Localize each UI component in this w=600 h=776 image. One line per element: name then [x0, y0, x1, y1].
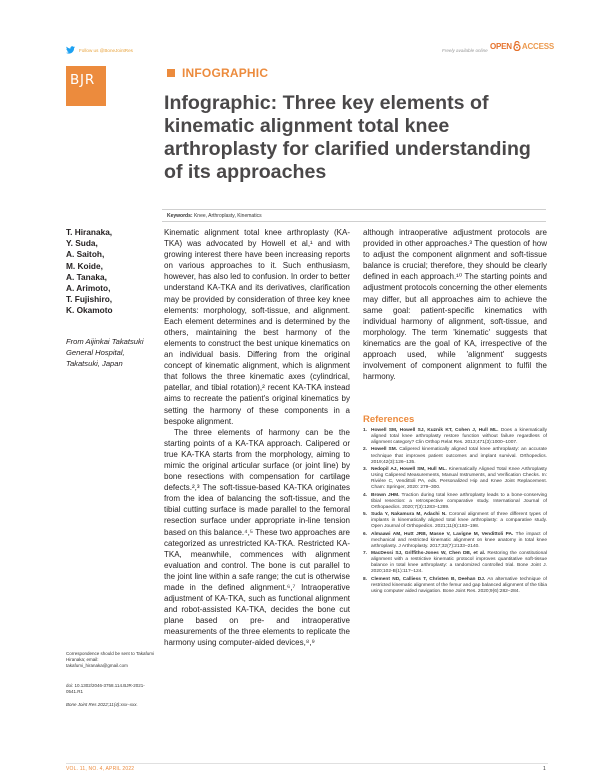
author: T. Hiranaka, — [66, 227, 113, 237]
keywords — [167, 213, 262, 219]
reference-item — [363, 532, 547, 550]
reference-number: 8. — [363, 576, 368, 582]
references-list — [363, 428, 547, 596]
twitter-handle[interactable]: Follow us @BoneJointRes — [79, 47, 133, 53]
reference-item — [363, 512, 547, 530]
reference-number: 6. — [363, 531, 368, 537]
journal-logo — [66, 66, 106, 106]
footer-issue: VOL. 11, NO. 4, APRIL 2022 — [66, 766, 135, 772]
body-column-1 — [164, 227, 350, 649]
reference-item — [363, 447, 547, 465]
reference-authors: Howell SM. — [371, 447, 398, 453]
section-label-text: INFOGRAPHIC — [182, 66, 269, 80]
open-access-text-1: OPEN — [490, 41, 512, 51]
reference-authors: Howell SM, Howell SJ, Kuznik KT, Cohen J, Hull ML. — [371, 428, 499, 433]
author: A. Tanaka, — [66, 271, 107, 282]
references-heading: References — [363, 414, 415, 425]
reference-authors: Clement ND, Calliess T, Christen B, Deehan DJ. — [371, 576, 486, 582]
open-access-text-2: ACCESS — [521, 41, 555, 51]
reference-number: 1. — [363, 428, 368, 433]
reference-text: Coronal alignment of three different types of implants in kinematically aligned total knee arthroplasty: a comparative study. Open Journal of Orthopedics. 2021;11(6):183–198. — [371, 512, 547, 530]
twitter-bird-icon — [66, 46, 75, 54]
article-title: Infographic: Three key elements of kinematic alignment total knee arthroplasty for clarified understanding of its approaches — [164, 92, 531, 183]
keywords-text: Knee, Arthroplasty, Kinematics — [193, 213, 262, 219]
keywords-divider-top — [162, 209, 546, 210]
reference-authors: Suda Y, Nakamura M, Adachi N. — [371, 512, 447, 518]
reference-text: Traction during total knee arthroplasty leads to a bone-conserving tibial resection: a retrospective comparative study. International Journal of Orthopaedics. 2020;7(3):1283–1289. — [371, 492, 548, 510]
journal-logo-text: BJR — [70, 72, 96, 88]
reference-text: Restoring the constitutional alignment with a restrictive kinematic protocol improves quantitative soft-tissue balance in total knee arthroplasty: a randomized controlled trial. Bone Joint J. 2020;102-B(1):117–124. — [371, 550, 547, 575]
author: Y. Suda, — [66, 238, 98, 249]
body-paragraph: The three elements of harmony can be the starting points of a KA-TKA approach. Calipered or true KA-TKA starts from the morphology, aiming to mimic the original articular surface (or joint line) by bone resections with compensation for cartilage defects.²,³ The soft-tissue-based KA-TKA originates from the idea of balancing the soft-tissue, and the tibial cutting surface is made parallel to the femoral resection surface under appropriate in-line tension based on this balance.⁴,⁵ These two approaches are categorized as unrestricted KA-TKA. Restricted KA-TKA, meanwhile, commences with alignment evaluation and control. The bone is cut parallel to the joint line within a safe range; the cut is otherwise made in the defined alignment.⁶,⁷ Intraoperative adjustment of KA-TKA, such as functional alignment and robot-assisted KA-TKA, decides the bone cut plane based on pre- and intraoperative measurements of the three elements to replicate the harmony using computer-aided devices,⁸,⁹ — [164, 427, 350, 648]
reference-item — [363, 428, 547, 446]
reference-item — [363, 551, 547, 576]
reference-number: 5. — [363, 512, 368, 518]
open-access-lock-icon — [513, 41, 521, 51]
body-paragraph: although intraoperative adjustment protocols are provided in other approaches.³ The question of how to adjust the component alignment and soft-tissue balance is crucial; therefore, they should be clearly defined in each approach.¹⁰ The starting points and adjustment protocols concerning the other elements may differ, but all approaches aim to achieve the same goal: patient-specific kinematics with individual harmony of alignment, soft-tissue, and morphology. The term 'kinematic' suggests that kinematics are the goal of KA, irrespective of the approach used, while 'alignment' suggests involvement of component alignment to fulfil the harmony. — [363, 228, 547, 382]
doi[interactable]: doi: 10.1302/2046-3758.114.BJR-2021-0541.R1 — [66, 683, 145, 695]
reference-number: 3. — [363, 466, 368, 472]
reference-text: Kinematically Aligned Total Knee Arthroplasty Using Calipered Measurements, Manual Instruments, and Verification Checks. In: Rivière C, Vendittoli PA, eds. Personalized Hip and Knee Joint Replacement. Cham: Springer, 2020: 279–300. — [371, 466, 548, 491]
section-label — [167, 66, 268, 80]
section-square-icon — [167, 69, 175, 77]
freely-available-label: Freely available online — [442, 48, 488, 53]
reference-text: An alternative technique of restricted kinematic alignment of the femur and gap balanced alignment of the tibia using computer aided navigation. Bone Joint Res. 2020;9(6):282–284. — [371, 576, 547, 594]
author: A. Saitoh, — [66, 249, 105, 260]
keywords-label: Keywords: — [167, 213, 193, 219]
reference-item — [363, 493, 547, 511]
author-list — [66, 227, 158, 317]
author: M. Koide, — [66, 260, 103, 271]
keywords-divider-bottom — [162, 221, 546, 222]
reference-text: Calipered kinematically aligned total knee arthroplasty: an accurate technique that improves patient outcomes and implant survival. Orthopedics. 2019;42(3):126–135. — [371, 447, 547, 465]
affiliation: From Aijinkai Takatsuki General Hospital, Takatsuki, Japan — [66, 337, 144, 368]
page-number: 1 — [543, 766, 546, 772]
reference-text: The impact of mechanical and restricted kinematic alignment on knee anatomy in total knee arthroplasty. J Arthroplasty. 2017;32(7):2133–2140. — [371, 531, 548, 549]
twitter-follow[interactable] — [66, 46, 133, 54]
body-paragraph: Kinematic alignment total knee arthroplasty (KA-TKA) was advocated by Howell et al,¹ and with growing interest there have been increasing reports on various approaches to it. Such enthusiasm, however, has also led to confusion. In order to better understand KA-TKA and its derivatives, clarification may be provided by consideration of three key knee elements: morphology, soft-tissue, and alignment. Each element determines and is determined by the others, maintaining the best harmony of the elements to construct the best unique kinematics on an individual basis. Differing from the original concept of kinematic alignment, which is alignment that follows the three kinematic axes (cylindrical, patellar, and tibial rotation),² recent KA-TKA instead aims to recreate the patient's original kinematics by setting the harmony of these components in a bespoke alignment. — [164, 228, 350, 426]
author: K. Okamoto — [66, 305, 113, 316]
reference-authors: Almaawi AM, Hutt JRB, Masse V, Lavigne M, Vendittoli PA. — [371, 531, 514, 537]
correspondence: Correspondence should be sent to Takafumi Hiranaka; email: takafumi_hiranaka@gmail.com — [66, 651, 154, 669]
reference-authors: Brown JHM. — [371, 492, 400, 498]
reference-number: 4. — [363, 492, 368, 498]
citation: Bone Joint Res 2022;11(4):xxx–xxx. — [66, 702, 138, 707]
reference-number: 7. — [363, 550, 368, 556]
reference-text: Does a kinematically aligned total knee arthroplasty restore function without failure regardless of alignment category? Clin Orthop Relat Res. 2013;471(3):1000–1007. — [371, 428, 547, 446]
reference-authors: MacDessi SJ, Griffiths-Jones W, Chen DB, et al. — [371, 550, 486, 556]
author: A. Arimoto, — [66, 283, 111, 294]
open-access-badge — [490, 41, 554, 51]
author: T. Fujishiro, — [66, 294, 113, 305]
reference-item — [363, 467, 547, 492]
reference-authors: Nedopil AJ, Howell SM, Hull ML. — [371, 466, 447, 472]
reference-item — [363, 577, 547, 595]
body-column-2 — [363, 227, 547, 382]
reference-number: 2. — [363, 447, 368, 453]
footer-divider — [66, 763, 548, 764]
